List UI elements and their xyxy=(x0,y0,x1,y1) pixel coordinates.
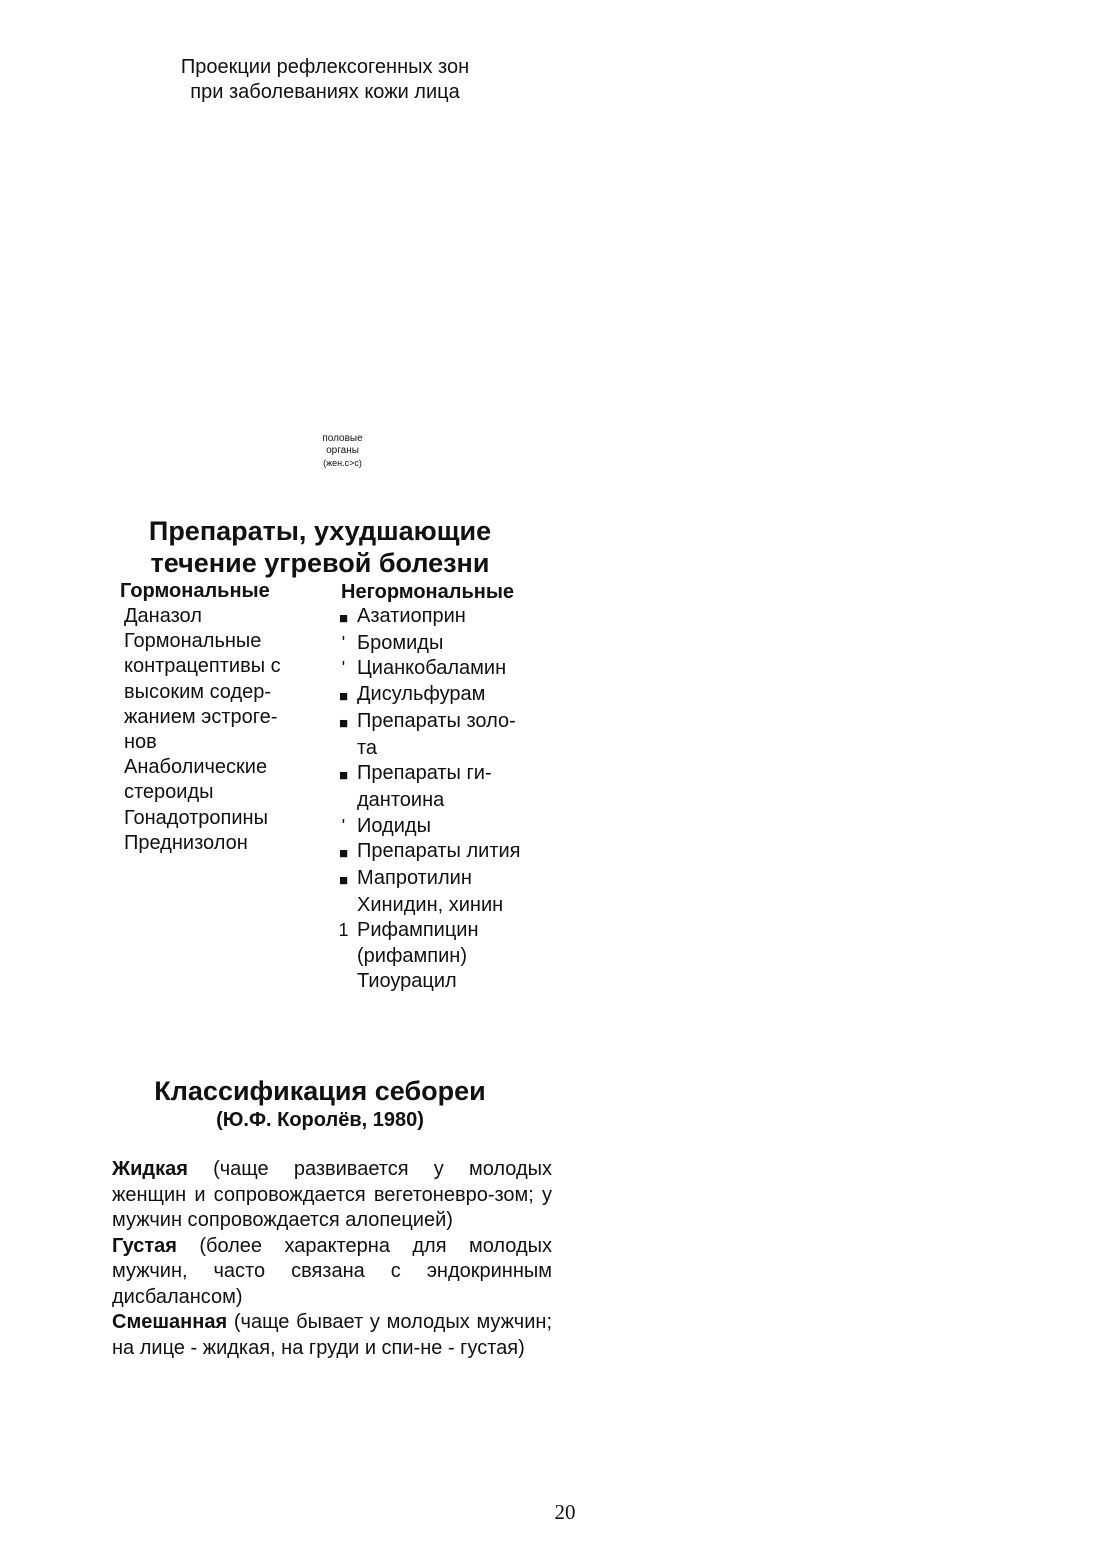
figure-label xyxy=(300,433,385,469)
list-item-text: (рифампин) xyxy=(357,944,467,967)
list-item xyxy=(330,866,560,893)
classification-description: (чаще бывает у молодых мужчин; на лице - жидкая, на груди и спи-не - густая) xyxy=(112,1311,552,1359)
classification-entry xyxy=(112,1234,552,1311)
figure-label-line: половые xyxy=(322,433,363,444)
hormonal-column-heading: Гормональные xyxy=(120,580,270,602)
list-item-text: Препараты золо- xyxy=(357,709,516,732)
list-item xyxy=(330,918,560,943)
bullet-marker: ■ xyxy=(338,687,349,705)
classification-entry xyxy=(112,1157,552,1234)
list-item xyxy=(330,944,560,969)
list-item: стероиды xyxy=(124,781,214,804)
list-item xyxy=(330,969,560,994)
list-item xyxy=(330,736,560,761)
page-number: 20 xyxy=(554,1500,576,1524)
bullet-marker: ■ xyxy=(338,714,349,732)
bullet-marker: ■ xyxy=(338,610,349,627)
bullet-marker: ■ xyxy=(338,872,349,890)
figure-label-line: (жен.с>с) xyxy=(323,458,362,468)
bullet-marker: ■ xyxy=(338,767,349,785)
bullet-marker: ■ xyxy=(338,844,349,862)
list-item-text: Дисульфурам xyxy=(357,682,486,705)
nonhormonal-drug-list xyxy=(330,604,560,994)
classification-entry xyxy=(112,1310,552,1361)
list-item-text: Тиоурацил xyxy=(357,969,457,992)
list-item-text: Цианкобаламин xyxy=(357,657,507,680)
list-item xyxy=(330,631,560,656)
list-item xyxy=(330,604,560,631)
bullet-marker: ' xyxy=(341,815,346,836)
list-item xyxy=(330,893,560,918)
list-item-text: Препараты ги- xyxy=(357,762,492,785)
figure-caption-line: при заболеваниях кожи лица xyxy=(190,81,460,103)
list-item-text: дантоина xyxy=(357,789,445,812)
list-item-text: Мапротилин xyxy=(357,867,472,890)
list-item xyxy=(330,709,560,736)
list-item: нов xyxy=(124,731,157,754)
classification-description: (чаще развивается у молодых женщин и сопровождается вегетоневро-зом; у мужчин сопровождается алопецией) xyxy=(112,1158,552,1231)
list-item: Преднизолон xyxy=(124,831,248,854)
classification-term: Смешанная xyxy=(112,1311,228,1333)
seborrhea-classification xyxy=(112,1157,552,1361)
list-item: контрацептивы с xyxy=(124,655,281,678)
list-item xyxy=(330,839,560,866)
hormonal-drug-list xyxy=(124,604,324,856)
list-item-text: Препараты лития xyxy=(357,839,521,862)
figure-label-line: органы xyxy=(326,445,359,456)
drugs-section-title xyxy=(110,515,530,579)
list-item xyxy=(330,682,560,709)
figure-caption xyxy=(150,55,500,105)
bullet-marker: ' xyxy=(341,633,346,654)
classification-description: (более характерна для молодых мужчин, часто связана с эндокринным дисбалансом) xyxy=(112,1234,552,1308)
nonhormonal-column-heading: Негормональные xyxy=(341,581,515,603)
classification-term: Жидкая xyxy=(112,1158,188,1180)
bullet-marker: 1 xyxy=(338,920,349,941)
list-item: Гормональные xyxy=(124,630,262,653)
list-item-text: Бромиды xyxy=(357,632,444,655)
list-item-text: Рифампицин xyxy=(357,919,479,942)
list-item-text: Хинидин, хинин xyxy=(357,894,504,917)
list-item: Гонадотропины xyxy=(124,806,268,829)
classification-term: Густая xyxy=(112,1234,177,1257)
list-item xyxy=(330,788,560,813)
bullet-marker: ' xyxy=(341,658,346,679)
list-item-text: та xyxy=(357,737,378,760)
list-item xyxy=(330,761,560,788)
seborrhea-section-title: Классификация себореи xyxy=(154,1076,486,1106)
list-item-text: Иодиды xyxy=(357,814,431,837)
drugs-title-line: течение угревой болезни xyxy=(150,548,490,578)
seborrhea-section-subtitle: (Ю.Ф. Королёв, 1980) xyxy=(216,1109,424,1131)
list-item: Даназол xyxy=(124,605,202,627)
drugs-title-line: Препараты, ухудшающие xyxy=(148,516,492,546)
figure-caption-line: Проекции рефлексогенных зон xyxy=(180,56,470,78)
list-item xyxy=(330,656,560,681)
list-item: высоким содер- xyxy=(124,680,272,703)
list-item: Анаболические xyxy=(124,756,268,779)
list-item-text: Азатиоприн xyxy=(357,605,466,627)
list-item: жанием эстроге- xyxy=(124,705,278,728)
list-item xyxy=(330,814,560,839)
